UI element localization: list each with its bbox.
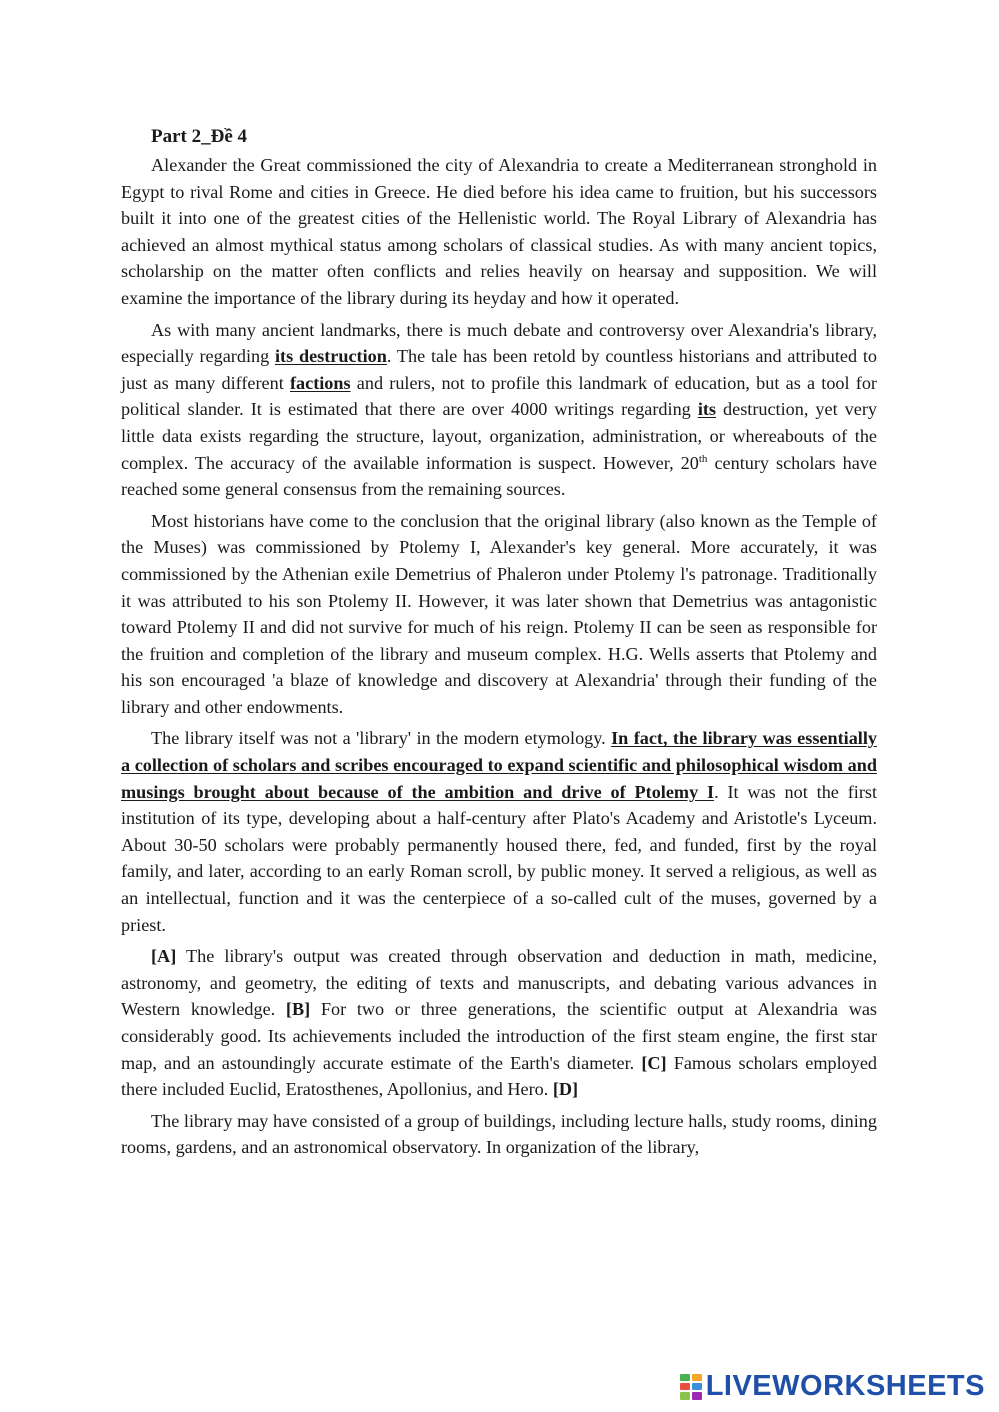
liveworksheets-logo-icon [680, 1374, 702, 1400]
paragraph-5-text: Famous scholars employed there included Euclid, Eratosthenes, Apollonius, and Hero. [121, 1052, 877, 1100]
paragraph-1: Alexander the Great commissioned the city of Alexandria to create a Mediterranean stronghold in Egypt to rival Rome and cities in Greece. He died before his idea came to fruition, but his successors built it into one of the greatest cities of the Hellenistic world. The Royal Library of Alexandria has achieved an almost mythical status among scholars of classical studies. As with many ancient topics, scholarship on the matter often conflicts and relies heavily on hearsay and supposition. We will examine the importance of the library during its heyday and how it operated. [121, 155, 877, 308]
marker-a: [A] [151, 946, 177, 967]
paragraph-4-text: The library itself was not a 'library' in the modern etymology. [151, 728, 612, 749]
paragraph-2-text: destruction, yet very little data exists regarding the structure, layout, organization, administration, or whereabouts of the complex. The accuracy of the available information is suspect. However, 20 [121, 399, 877, 473]
underlined-sentence: In fact, the library was essentially a collection of scholars and scribes encouraged to expand scientific and philosophical wisdom and musings brought about because of the ambition and drive of Ptolemy I [121, 728, 877, 802]
paragraph-2-text: century scholars have reached some general consensus from the remaining sources. [121, 452, 877, 500]
paragraph-5-text: The library's output was created through observation and deduction in math, medicine, astronomy, and geometry, the editing of texts and manuscripts, and debating various advances in Western knowledge. [121, 946, 877, 1020]
marker-c: [C] [641, 1052, 667, 1073]
paragraph-3: Most historians have come to the conclusion that the original library (also known as the Temple of the Muses) was commissioned by Ptolemy I, Alexander's key general. More accurately, it was commissioned by the Athenian exile Demetrius of Phaleron under Ptolemy l's patronage. Traditionally it was attributed to his son Ptolemy II. However, it was later shown that Demetrius was antagonistic toward Ptolemy II and did not survive for much of his reign. Ptolemy II can be seen as responsible for the fruition and completion of the library and museum complex. H.G. Wells asserts that Ptolemy and his son encouraged 'a blaze of knowledge and discovery at Alexandria' through their funding of the library and other endowments. [121, 510, 877, 717]
paragraph-4-text: . It was not the first institution of its type, developing about a half-century after Plato's Academy and Aristotle's Lyceum. About 30-50 scholars were probably permanently housed there, fed, and funded, first by the royal family, and later, according to an early Roman scroll, by public money. It served a religious, as well as an intellectual, function and it was the centerpiece of a so-called cult of the muses, governed by a priest. [121, 781, 878, 935]
logo-tile [692, 1392, 702, 1399]
paragraph-5 [121, 943, 877, 1103]
document-page [121, 124, 877, 1166]
paragraph-2-text: . The tale has been retold by countless historians and attributed to just as many different [121, 346, 878, 393]
paragraph-2 [121, 317, 877, 503]
paragraph-5-text: For two or three generations, the scientific output at Alexandria was considerably good. Its achievements included the introduction of the first steam engine, the first star map, and an astoundingly accurate estimate of the Earth's diameter. [121, 999, 877, 1073]
logo-tile [692, 1383, 702, 1390]
liveworksheets-watermark [680, 1372, 985, 1401]
paragraph-6: The library may have consisted of a group of buildings, including lecture halls, study rooms, dining rooms, gardens, and an astronomical observatory. In organization of the library, [121, 1110, 877, 1158]
logo-tile [692, 1374, 702, 1381]
underlined-phrase-its-destruction: its destruction [274, 346, 387, 367]
paragraph-2-text: As with many ancient landmarks, there is much debate and controversy over Alexandria's library, especially regarding [121, 319, 877, 367]
watermark-text: LIVEWORKSHEETS [705, 1370, 985, 1402]
superscript-th: th [698, 452, 708, 465]
paragraph-4 [121, 725, 877, 938]
marker-d: [D] [552, 1079, 579, 1100]
paragraph-2-text: and rulers, not to profile this landmark of education, but as a tool for political slander. It is estimated that there are over 4000 writings regarding [121, 372, 877, 420]
logo-tile [680, 1392, 690, 1399]
logo-tile [680, 1383, 690, 1390]
underlined-word-its: its [697, 399, 716, 420]
logo-tile [680, 1374, 690, 1381]
marker-b: [B] [285, 999, 311, 1020]
underlined-word-factions: factions [289, 372, 351, 393]
document-title: Part 2_Đề 4 [151, 126, 248, 147]
